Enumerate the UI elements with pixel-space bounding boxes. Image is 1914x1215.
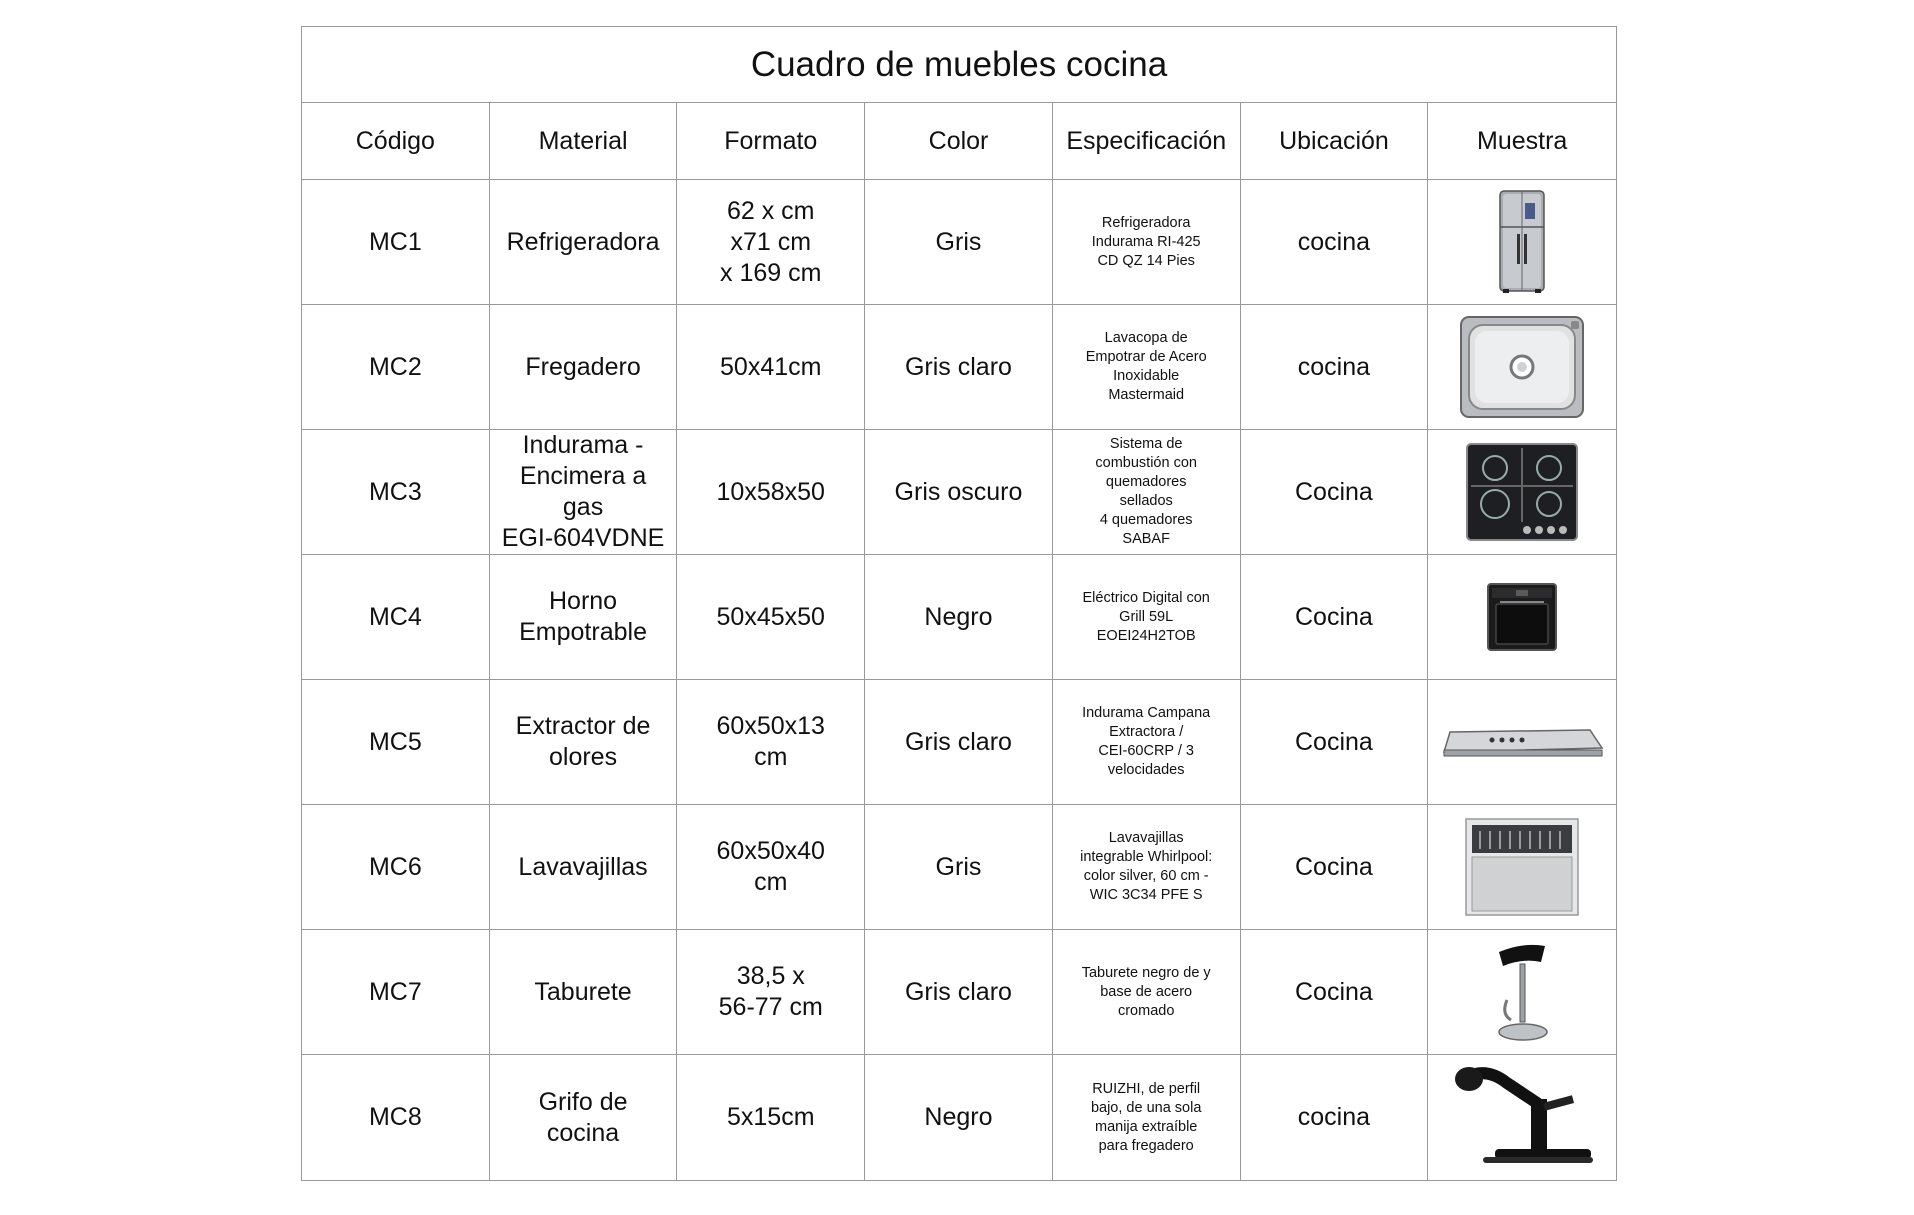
table-row [302,805,1616,930]
cell-format-text: 10x58x50 [716,477,825,506]
cell-material [490,1055,678,1180]
cell-color-text: Gris claro [904,977,1012,1006]
cell-color [865,680,1053,804]
cell-material-text: Grifo de cocina [538,1087,628,1147]
cell-format-text: 60x50x40 cm [716,837,825,896]
cell-location [1241,180,1429,304]
cell-specification-text: Lavacopa de Empotrar de Acero Inoxidable Mastermaid [1085,330,1207,403]
cell-location-text: cocina [1297,1103,1371,1131]
cell-code [302,430,490,554]
cell-code-text: MC8 [368,1103,422,1131]
cell-specification [1053,430,1241,554]
cell-material-text: Taburete [534,977,632,1006]
cell-format-text: 38,5 x 56-77 cm [718,962,823,1021]
cell-code [302,180,490,304]
cell-specification-text: Eléctrico Digital con Grill 59L EOEI24H2TOB [1082,589,1210,644]
cell-sample [1428,680,1616,804]
cell-material-text: Refrigeradora [506,227,660,256]
cell-color [865,180,1053,304]
cell-color-text: Gris oscuro [894,477,1023,506]
cell-code [302,1055,490,1180]
cell-format [677,930,865,1054]
cell-color [865,430,1053,554]
table-row [302,180,1616,305]
cell-format-text: 60x50x13 cm [716,712,825,771]
cell-code [302,305,490,429]
header-code: Código [302,103,490,179]
table-title: Cuadro de muebles cocina [750,44,1168,84]
cell-specification-text: Refrigeradora Indurama RI-425 CD QZ 14 Pies [1091,214,1201,269]
header-material: Material [490,103,678,179]
cell-color [865,1055,1053,1180]
cell-material [490,180,678,304]
cell-material [490,430,678,554]
cell-location-text: Cocina [1295,727,1373,756]
cell-specification-text: Sistema de combustión con quemadores sellados 4 quemadores SABAF [1095,436,1197,547]
cell-format [677,1055,865,1180]
cell-code-text: MC6 [368,852,422,881]
table-row [302,680,1616,805]
header-sample: Muestra [1477,126,1568,155]
table-row [302,555,1616,680]
cell-specification [1053,305,1241,429]
cell-color-text: Gris claro [904,352,1012,381]
cell-format [677,305,865,429]
cell-format-text: 5x15cm [726,1103,815,1131]
cell-material [490,805,678,929]
table-row [302,930,1616,1055]
table-title-row [302,27,1616,103]
cell-color-text: Negro [924,602,993,631]
cell-location-text: Cocina [1295,602,1373,631]
cell-specification-text: Taburete negro de y base de acero cromado [1081,964,1211,1019]
header-row [302,103,1616,180]
cell-sample [1428,180,1616,304]
cell-specification-text: Lavavajillas integrable Whirlpool: color silver, 60 cm - WIC 3C34 PFE S [1080,830,1213,903]
cell-material-text: Lavavajillas [518,852,648,881]
cell-location [1241,430,1429,554]
cell-material-text: Extractor de olores [515,712,651,771]
cell-format [677,555,865,679]
cell-format [677,805,865,929]
cell-location-text: cocina [1297,352,1371,381]
cell-specification-text: RUIZHI, de perfil bajo, de una sola manija extraíble para fregadero [1090,1080,1202,1154]
cell-code-text: MC3 [368,477,422,506]
cell-material-text: Fregadero [525,352,641,381]
cell-location-text: Cocina [1295,852,1373,881]
cell-specification [1053,680,1241,804]
range-hood-icon [1440,722,1604,762]
cell-format-text: 50x45x50 [716,602,825,631]
stool-icon [1487,940,1557,1044]
cell-color [865,930,1053,1054]
cell-color [865,305,1053,429]
header-specification: Especificación [1053,103,1241,179]
cell-location [1241,930,1429,1054]
cell-code-text: MC2 [368,352,422,381]
cell-sample [1428,805,1616,929]
cell-code-text: MC5 [368,727,422,756]
cell-sample [1428,930,1616,1054]
header-format: Formato [677,103,865,179]
cell-code [302,930,490,1054]
cell-location [1241,555,1429,679]
cell-specification [1053,930,1241,1054]
table-row [302,1055,1616,1180]
cell-material-text: Horno Empotrable [519,587,647,646]
cell-format-text: 62 x cm x71 cm x 169 cm [720,196,822,287]
cell-location-text: Cocina [1295,977,1373,1006]
cell-specification [1053,555,1241,679]
dishwasher-icon [1464,817,1580,917]
oven-icon [1486,582,1558,652]
cell-format [677,180,865,304]
table-row [302,305,1616,430]
cell-sample [1428,305,1616,429]
cell-material [490,555,678,679]
cell-code [302,555,490,679]
header-location: Ubicación [1241,103,1429,179]
cell-specification-text: Indurama Campana Extractora / CEI-60CRP / 3 velocidades [1082,705,1211,778]
cell-material [490,305,678,429]
cell-material [490,930,678,1054]
cell-location-text: cocina [1297,227,1371,256]
cell-code-text: MC1 [368,227,422,256]
cell-color-text: Gris [935,852,982,881]
cell-sample [1428,1055,1616,1180]
cell-sample [1428,555,1616,679]
furniture-table [301,26,1617,1181]
cell-format-text: 50x41cm [720,352,822,381]
gas-cooktop-icon [1465,442,1579,542]
cell-specification [1053,1055,1241,1180]
cell-code-text: MC7 [368,977,422,1006]
table-row [302,430,1616,555]
cell-material-text: Indurama - Encimera a gas EGI-604VDNE [501,431,665,552]
cell-color-text: Negro [924,1103,993,1131]
cell-format [677,430,865,554]
cell-location [1241,680,1429,804]
faucet-icon [1447,1063,1597,1173]
cell-specification [1053,805,1241,929]
cell-color [865,805,1053,929]
cell-sample [1428,430,1616,554]
cell-code [302,680,490,804]
header-color: Color [865,103,1053,179]
cell-location-text: Cocina [1295,477,1373,506]
cell-color-text: Gris [935,227,982,256]
cell-format [677,680,865,804]
cell-location [1241,805,1429,929]
cell-material [490,680,678,804]
sink-icon [1459,315,1585,419]
refrigerator-icon [1497,189,1547,295]
cell-color-text: Gris claro [904,727,1012,756]
cell-code-text: MC4 [368,602,422,631]
cell-specification [1053,180,1241,304]
cell-location [1241,305,1429,429]
cell-code [302,805,490,929]
cell-location [1241,1055,1429,1180]
cell-color [865,555,1053,679]
